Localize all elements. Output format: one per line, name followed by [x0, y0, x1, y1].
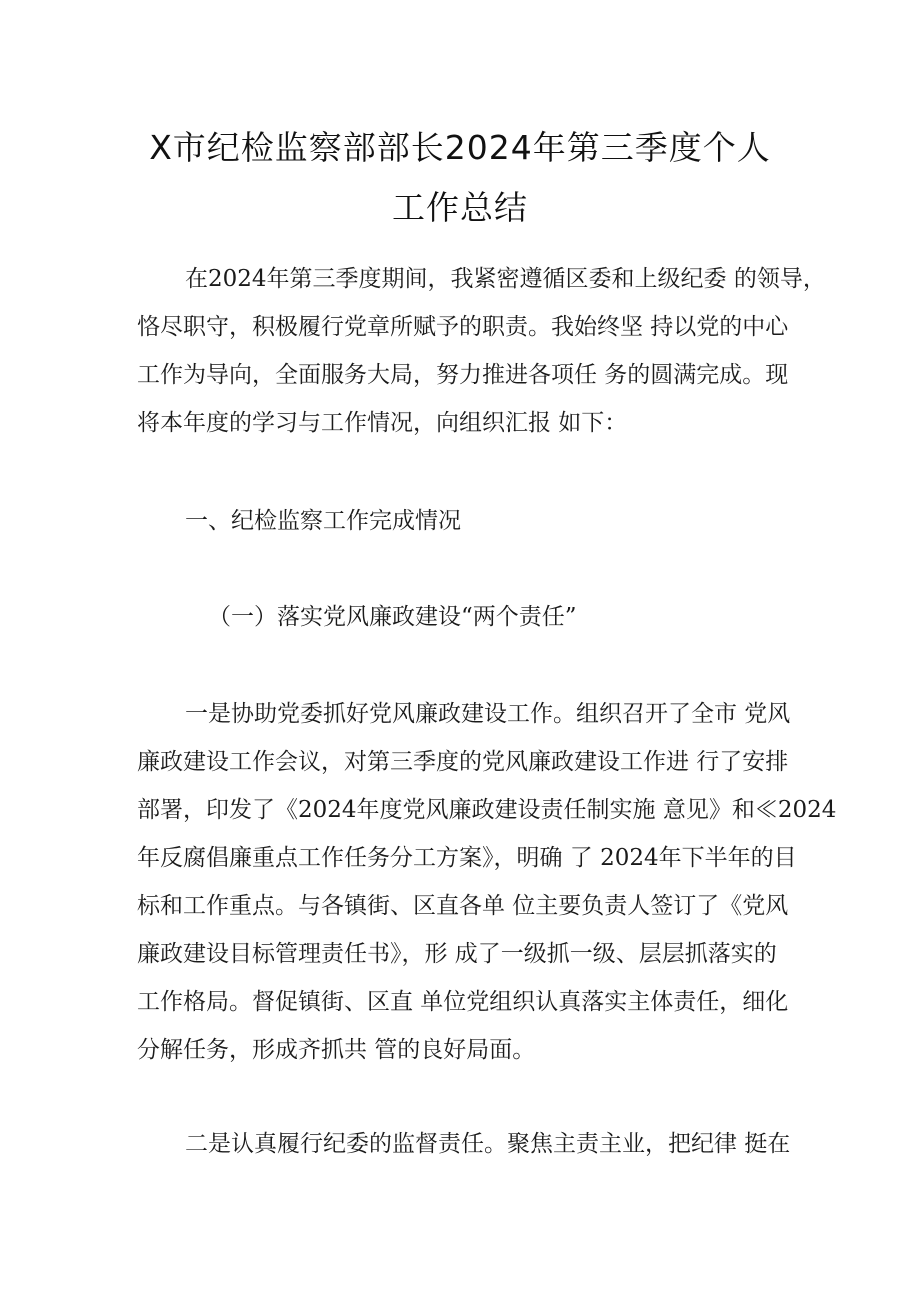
section-heading: 一、纪检监察工作完成情况: [185, 508, 461, 534]
intro-line-4: 将本年度的学习与工作情况，向组织汇报 如下：: [137, 410, 628, 436]
intro-line-1: 在2024年第三季度期间，我紧密遵循区委和上级纪委 的领导，: [185, 266, 826, 292]
para1-line-7: 工作格局。督促镇街、区直 单位党组织认真落实主体责任，细化: [137, 989, 789, 1015]
para1-line-4: 年反腐倡廉重点工作任务分工方案》，明确 了 2024年下半年的目: [137, 845, 797, 871]
para1-line-8: 分解任务，形成齐抓共 管的良好局面。: [137, 1037, 536, 1063]
para1-line-5: 标和工作重点。与各镇街、区直各单 位主要负责人签订了《党风: [137, 893, 789, 919]
para1-line-3: 部署，印发了《2024年度党风廉政建设责任制实施 意见》和≪2024: [137, 797, 837, 823]
intro-line-2: 恪尽职守，积极履行党章所赋予的职责。我始终坚 持以党的中心: [137, 314, 789, 340]
para1-line-6: 廉政建设目标管理责任书》，形 成了一级抓一级、层层抓落实的: [137, 941, 777, 967]
document-title-line-1: X市纪检监察部部长2024年第三季度个人: [149, 128, 771, 167]
subsection-heading: （一）落实党风廉政建设“两个责任”: [208, 604, 577, 630]
para2-line-1: 二是认真履行纪委的监督责任。聚焦主责主业，把纪律 挺在: [185, 1131, 791, 1157]
document-title-line-2: 工作总结: [392, 188, 528, 227]
intro-line-3: 工作为导向，全面服务大局，努力推进各项任 务的圆满完成。现: [137, 362, 789, 388]
para1-line-1: 一是协助党委抓好党风廉政建设工作。组织召开了全市 党风: [185, 701, 791, 727]
para1-line-2: 廉政建设工作会议，对第三季度的党风廉政建设工作进 行了安排: [137, 749, 789, 775]
